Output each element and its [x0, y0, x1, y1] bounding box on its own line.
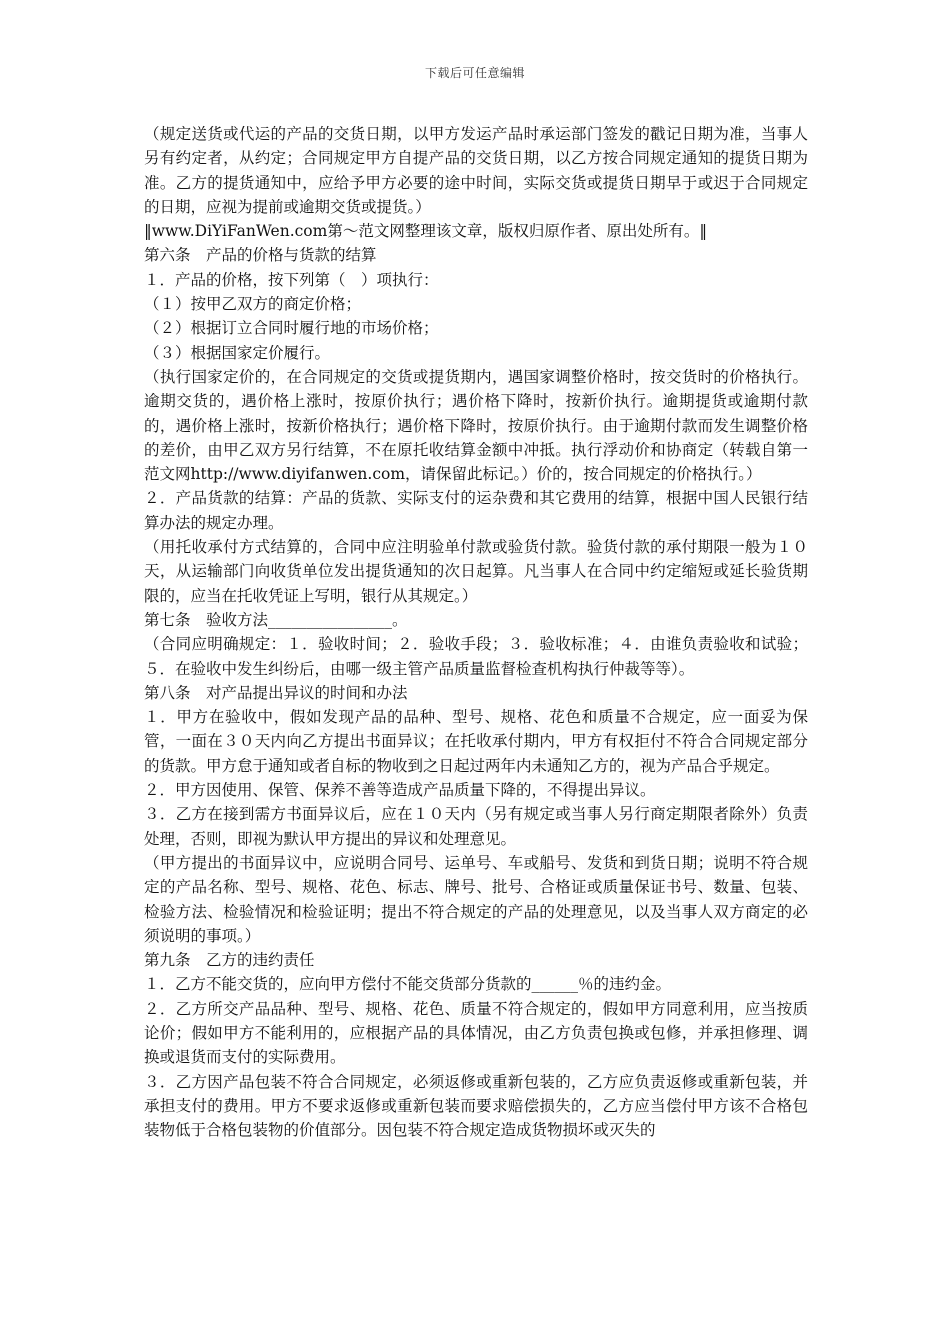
paragraph: ３．乙方因产品包装不符合合同规定，必须返修或重新包装的，乙方应负责返修或重新包装，并承担支付的费用。甲方不要求返修或重新包装而要求赔偿损失的，乙方应当偿付甲方该不合格包装物低于合格包装物的价值部分。因包装不符合规定造成货物损坏或灭失的 [144, 1072, 808, 1140]
article-8-heading: 第八条 对产品提出异议的时间和办法 [144, 683, 408, 702]
list-item: （２）根据订立合同时履行地的市场价格； [144, 319, 439, 338]
paragraph: １．产品的价格，按下列第（ ）项执行： [144, 270, 439, 289]
article-6-heading: 第六条 产品的价格与货款的结算 [144, 246, 377, 265]
paragraph: ２．甲方因使用、保管、保养不善等造成产品质量下降的，不得提出异议。 [144, 781, 656, 800]
copyright-notice: ‖www.DiYiFanWen.com第～范文网整理该文章，版权归原作者、原出处所有。‖ [144, 222, 708, 241]
paragraph: （执行国家定价的，在合同规定的交货或提货期内，遇国家调整价格时，按交货时的价格执行。逾期交货的，遇价格上涨时，按原价执行；遇价格下降时，按新价执行。逾期提货或逾期付款的，遇价格上涨时，按新价格执行；遇价格下降时，按原价执行。由于逾期付款而发生调整价格的差价，由甲乙双方另行结算，不在原托收结算金额中冲抵。执行浮动价和协商定（转载自第一范文网http://www.diyifanwen.com，请保留此标记。）价的，按合同规定的价格执行。） [144, 367, 808, 484]
paragraph: ２．乙方所交产品品种、型号、规格、花色、质量不符合规定的，假如甲方同意利用，应当按质论价；假如甲方不能利用的，应根据产品的具体情况，由乙方负责包换或包修，并承担修理、调换或退货而支付的实际费用。 [144, 999, 808, 1067]
article-7-heading: 第七条 验收方法________________。 [144, 610, 408, 629]
document-body [144, 122, 808, 1142]
paragraph: （合同应明确规定：１．验收时间；２．验收手段；３．验收标准；４．由谁负责验收和试验；５．在验收中发生纠纷后，由哪一级主管产品质量监督检查机构执行仲裁等等）。 [144, 635, 808, 678]
paragraph: １．乙方不能交货的，应向甲方偿付不能交货部分货款的______％的违约金。 [144, 975, 672, 994]
paragraph: １．甲方在验收中，假如发现产品的品种、型号、规格、花色和质量不合规定，应一面妥为保管，一面在３０天内向乙方提出书面异议；在托收承付期内，甲方有权拒付不符合合同规定部分的货款。甲方怠于通知或者自标的物收到之日起过两年内未通知乙方的，视为产品合乎规定。 [144, 708, 808, 775]
paragraph: （甲方提出的书面异议中，应说明合同号、运单号、车或船号、发货和到货日期；说明不符合规定的产品名称、型号、规格、花色、标志、牌号、批号、合格证或质量保证书号、数量、包装、检验方法、检验情况和检验证明；提出不符合规定的产品的处理意见，以及当事人双方商定的必须说明的事项。） [144, 853, 808, 945]
page-header: 下载后可任意编辑 [424, 66, 525, 80]
paragraph: ３．乙方在接到需方书面异议后，应在１０天内（另有规定或当事人另行商定期限者除外）负责处理，否则，即视为默认甲方提出的异议和处理意见。 [144, 805, 808, 848]
article-9-heading: 第九条 乙方的违约责任 [144, 951, 315, 970]
list-item: （１）按甲乙双方的商定价格； [144, 295, 362, 314]
paragraph: （用托收承付方式结算的，合同中应注明验单付款或验货付款。验货付款的承付期限一般为１０天，从运输部门向收货单位发出提货通知的次日起算。凡当事人在合同中约定缩短或延长验货期限的，应当在托收凭证上写明，银行从其规定。） [144, 538, 808, 605]
paragraph: ２．产品货款的结算：产品的货款、实际支付的运杂费和其它费用的结算，根据中国人民银行结算办法的规定办理。 [144, 489, 808, 532]
list-item: （３）根据国家定价履行。 [144, 343, 331, 362]
paragraph: （规定送货或代运的产品的交货日期，以甲方发运产品时承运部门签发的戳记日期为准，当事人另有约定者，从约定；合同规定甲方自提产品的交货日期，以乙方按合同规定通知的提货日期为准。乙方的提货通知中，应给予甲方必要的途中时间，实际交货或提货日期早于或迟于合同规定的日期，应视为提前或逾期交货或提货。） [144, 125, 808, 216]
